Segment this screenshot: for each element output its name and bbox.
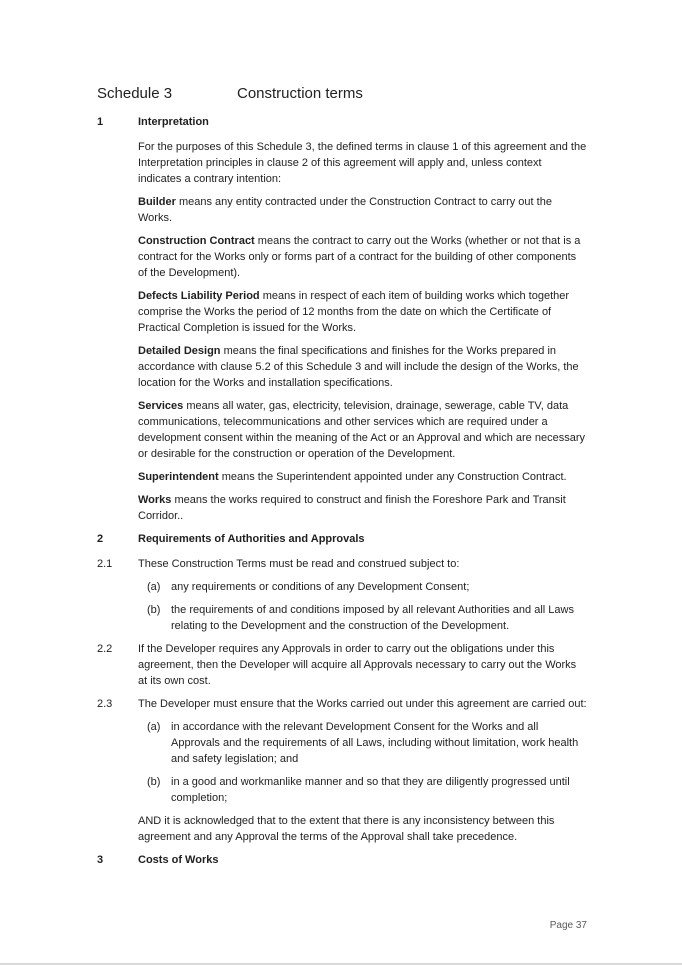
sub-item-text: in accordance with the relevant Development Consent for the Works and all Approvals and the requirements of all Laws, including without limitation, work health and safety legislation; and xyxy=(171,721,579,765)
clause-1-heading: Interpretation xyxy=(138,116,209,128)
defined-term: Defects Liability Period xyxy=(138,290,260,302)
sub-item-marker: (b) xyxy=(147,604,161,616)
clause-item-2-1 xyxy=(97,556,587,641)
item-text: If the Developer requires any Approvals in order to carry out the obligations under this agreement, then the Developer will acquire all Approvals necessary to carry out the Works at its own cost. xyxy=(138,643,577,687)
sub-item-2-3-a xyxy=(147,719,587,774)
sub-item-2-1-b xyxy=(147,602,587,641)
item-body xyxy=(138,696,587,852)
item-number: 2.3 xyxy=(97,698,113,710)
clause-1-body-row xyxy=(97,139,587,531)
clause-3-heading-row xyxy=(97,852,587,868)
sub-item-2-1-a xyxy=(147,579,587,602)
clause-1-heading-row xyxy=(97,114,587,130)
schedule-number: Schedule 3 xyxy=(97,85,173,102)
clause-item-2-3 xyxy=(97,696,587,852)
defined-term: Services xyxy=(138,400,184,412)
page-title xyxy=(97,84,587,103)
defined-term: Detailed Design xyxy=(138,345,221,357)
item-text: The Developer must ensure that the Works carried out under this agreement are carried out: xyxy=(138,698,587,710)
clause-2-heading-row xyxy=(97,531,587,547)
sub-item-2-3-b xyxy=(147,774,587,813)
definition-works xyxy=(138,492,587,524)
definition-detailed-design xyxy=(138,343,587,391)
page-number-footer: Page 37 xyxy=(549,920,587,931)
sub-item-text: in a good and workmanlike manner and so that they are diligently progressed until completion; xyxy=(171,776,570,804)
item-number: 2.1 xyxy=(97,558,113,570)
definition-text: means the Superintendent appointed under any Construction Contract. xyxy=(218,471,567,483)
sub-item-marker: (a) xyxy=(147,721,161,733)
defined-term: Works xyxy=(138,494,172,506)
clause-1-body xyxy=(138,139,587,531)
interpretation-intro: For the purposes of this Schedule 3, the defined terms in clause 1 of this agreement and the Interpretation principles in clause 2 of this agreement will apply and, unless context indicates a contrary intention: xyxy=(138,141,587,185)
clause-2-heading: Requirements of Authorities and Approvals xyxy=(138,533,365,545)
defined-term: Superintendent xyxy=(138,471,219,483)
definition-construction-contract xyxy=(138,233,587,281)
item-body xyxy=(138,641,587,696)
sub-item-marker: (a) xyxy=(147,581,161,593)
item-text: These Construction Terms must be read and construed subject to: xyxy=(138,558,460,570)
definition-text: means the works required to construct and finish the Foreshore Park and Transit Corridor.. xyxy=(138,494,566,522)
definition-text: means the final specifications and finishes for the Works prepared in accordance with clause 5.2 of this Schedule 3 and will include the design of the Works, the location for the Works and installation specifications. xyxy=(138,345,579,389)
definition-defects-liability-period xyxy=(138,288,587,336)
definition-services xyxy=(138,398,587,462)
definition-builder xyxy=(138,194,587,226)
clause-3-number: 3 xyxy=(97,854,104,866)
definition-text: means any entity contracted under the Construction Contract to carry out the Works. xyxy=(138,196,552,224)
defined-term: Construction Contract xyxy=(138,235,255,247)
defined-term: Builder xyxy=(138,196,176,208)
definition-text: means all water, gas, electricity, television, drainage, sewerage, cable TV, data communications, telecommunications and other services which are required under a development consent within the meaning of the Act or an Approval and which are necessary or desirable for the construction or operation of the Development. xyxy=(138,400,585,460)
schedule-title-text: Construction terms xyxy=(237,85,363,102)
sub-item-text: any requirements or conditions of any Development Consent; xyxy=(171,581,470,593)
definition-text: means the contract to carry out the Works (whether or not that is a contract for the Works only or forms part of a contract for the building of other components of the Development). xyxy=(138,235,581,279)
item-number: 2.2 xyxy=(97,643,113,655)
clause-2-3-continuation: AND it is acknowledged that to the extent that there is any inconsistency between this agreement and any Approval the terms of the Approval shall take precedence. xyxy=(138,815,555,843)
clause-item-2-2 xyxy=(97,641,587,696)
clause-2-number: 2 xyxy=(97,533,104,545)
clause-1-number: 1 xyxy=(97,116,104,128)
item-body xyxy=(138,556,587,641)
definition-superintendent xyxy=(138,469,587,485)
definition-text: means in respect of each item of building works which together comprise the Works the period of 12 months from the date on which the Certificate of Practical Completion is issued for the Works. xyxy=(138,290,570,334)
sub-item-marker: (b) xyxy=(147,776,161,788)
sub-item-text: the requirements of and conditions imposed by all relevant Authorities and all Laws relating to the Development and the construction of the Development. xyxy=(171,604,574,632)
clause-3-heading: Costs of Works xyxy=(138,854,219,866)
